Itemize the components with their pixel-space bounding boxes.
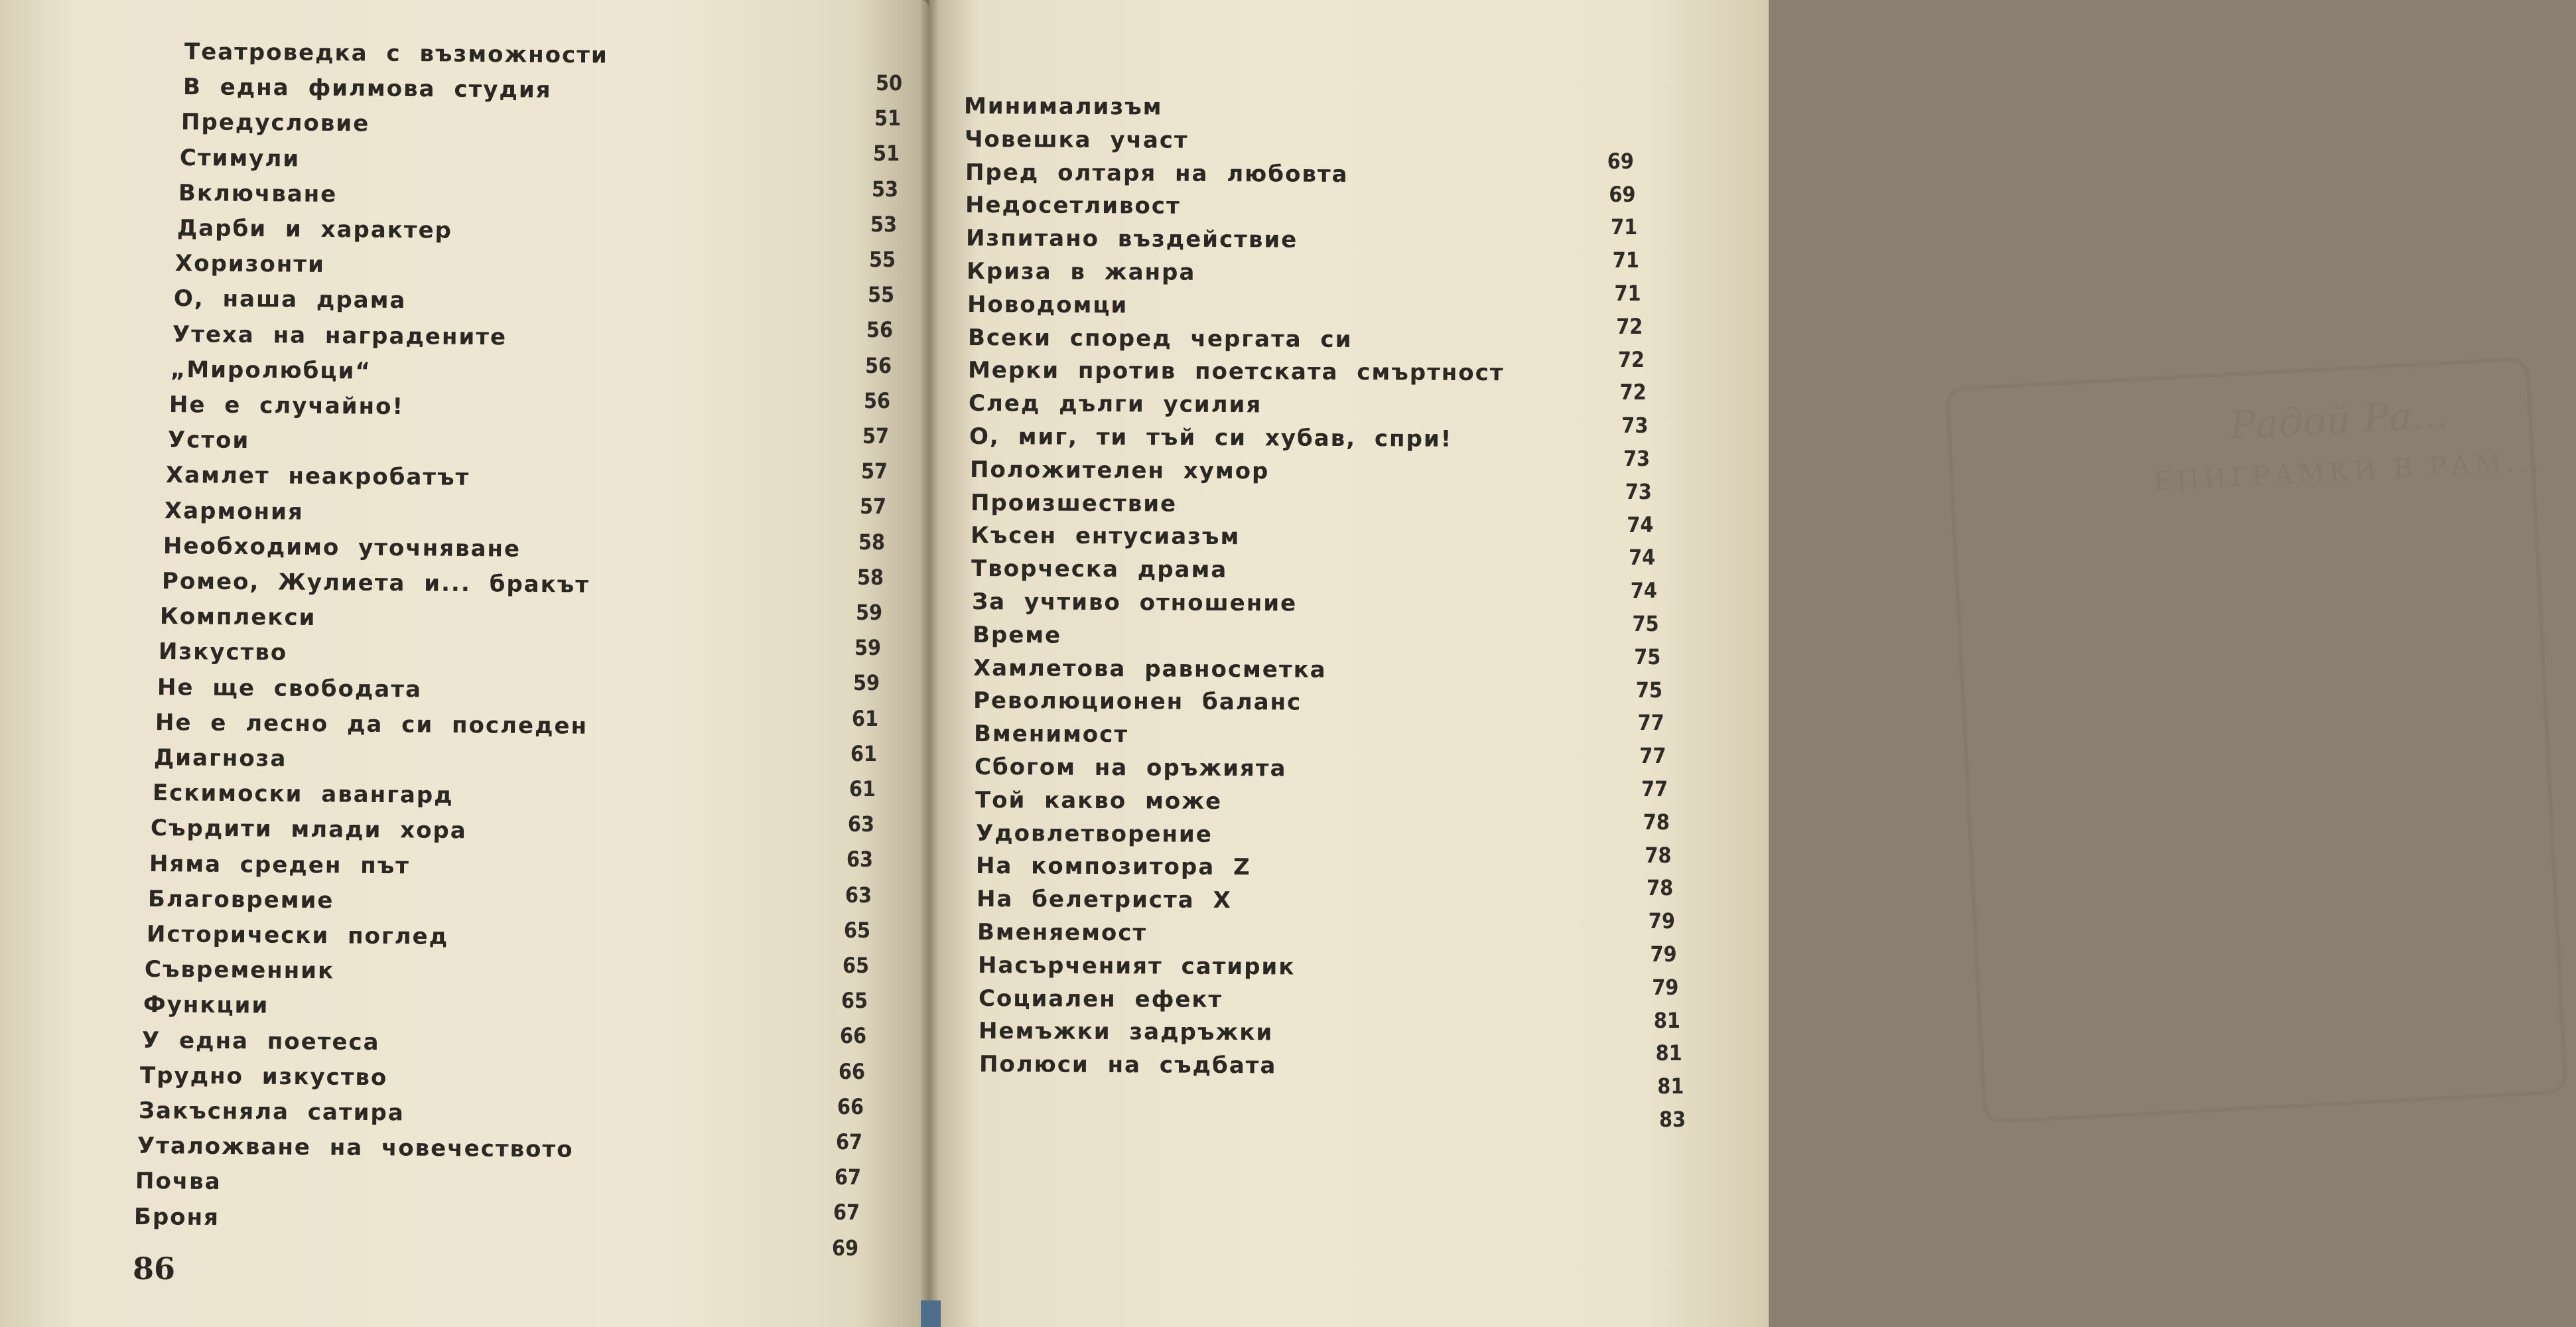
toc-entry-title: Утеха на наградените (172, 320, 507, 350)
toc-entry-page-number: 77 (1641, 776, 1668, 802)
toc-entry-page-number: 79 (1648, 908, 1675, 934)
toc-entry-page-number: 67 (835, 1164, 862, 1190)
toc-entry-page-number: 63 (848, 811, 875, 837)
toc-entry-title: Няма среден път (149, 850, 411, 880)
toc-entry-page-number: 65 (844, 917, 871, 943)
toc-entry-title: Не ще свободата (157, 673, 422, 703)
toc-entry-title: Включване (178, 179, 338, 208)
book-spine-edge (921, 1300, 941, 1327)
toc-entry-page-number: 73 (1621, 413, 1649, 439)
toc-entry-title: Предусловие (181, 109, 370, 137)
toc-entry-page-number: 73 (1625, 478, 1652, 504)
toc-entry-page-number: 66 (837, 1093, 864, 1119)
toc-entry-page-number: 61 (849, 776, 876, 802)
toc-entry-page-number: 74 (1627, 512, 1654, 537)
toc-entry-title: Насърченият сатирик (977, 951, 1296, 981)
toc-entry-page-number: 63 (845, 882, 872, 908)
toc-entry-page-number: 77 (1639, 743, 1666, 769)
toc-entry-page-number: 72 (1619, 380, 1647, 405)
toc-entry-title: На композитора Z (976, 853, 1252, 881)
toc-entry-title: Броня (133, 1203, 220, 1231)
toc-entry-title: Трудно изкуство (140, 1062, 388, 1091)
toc-entry-page-number: 50 (876, 70, 903, 96)
toc-entry-title: Почва (135, 1168, 222, 1196)
left-page (0, 0, 929, 1327)
toc-entry-page-number: 61 (852, 705, 879, 731)
toc-entry-page-number: 57 (860, 494, 887, 520)
toc-entry-page-number: 75 (1632, 611, 1659, 636)
toc-entry-page-number: 83 (1659, 1107, 1686, 1132)
toc-entry-page-number: 81 (1657, 1074, 1684, 1099)
toc-entry-page-number: 53 (870, 211, 898, 237)
toc-entry-page-number: 55 (869, 247, 896, 272)
toc-entry-page-number: 66 (839, 1058, 866, 1084)
toc-entry-title: В една филмова студия (182, 74, 552, 104)
toc-entry-page-number: 75 (1635, 677, 1662, 703)
toc-entry-page-number: 78 (1645, 842, 1672, 868)
toc-entry (929, 1084, 1769, 1132)
toc-entry-title: Хамлетова равносметка (973, 654, 1327, 683)
toc-entry-title: Всеки според чергата си (967, 324, 1353, 353)
toc-entry-title: Функции (143, 991, 269, 1020)
toc-entry-title: След дълги усилия (969, 390, 1262, 419)
toc-entry-title: Произшествие (970, 489, 1177, 518)
toc-entry-title: Хоризонти (175, 250, 326, 279)
toc-entry-page-number: 73 (1623, 446, 1651, 471)
stamp-line-2: ЕПИГРАМКИ В РАМ... (2152, 446, 2544, 498)
toc-entry-title: Исторически поглед (146, 921, 448, 950)
toc-entry-title: „Миролюбци“ (170, 356, 372, 385)
toc-entry-page-number: 51 (874, 105, 902, 131)
toc-entry-page-number: 79 (1650, 942, 1677, 967)
toc-entry-page-number: 81 (1655, 1040, 1682, 1066)
toc-entry-title: За учтиво отношение (971, 589, 1298, 617)
toc-entry-title: Благовремие (147, 885, 334, 914)
toc-entry-title: Изпитано въздействие (966, 225, 1298, 253)
toc-entry-title: Полюси на съдбата (979, 1051, 1277, 1080)
toc-entry-page-number: 51 (873, 141, 900, 167)
toc-entry-title: Уталожване на човечеството (137, 1133, 574, 1163)
toc-entry-title: О, наша драма (173, 285, 407, 314)
toc-entry-title: Театроведка с възможности (184, 38, 608, 69)
toc-entry-page-number: 71 (1611, 214, 1638, 240)
toc-entry-title: Човешка участ (964, 125, 1189, 154)
toc-entry-title: Немъжки задръжки (979, 1018, 1274, 1046)
toc-entry-title: Той какво може (975, 786, 1222, 815)
toc-entry-title: Дарби и характер (176, 215, 452, 244)
toc-entry-title: Вменяемост (977, 919, 1148, 947)
toc-entry-title: Късен ентусиазъм (971, 522, 1241, 551)
toc-entry-page-number: 63 (847, 847, 874, 873)
toc-entry-title: Диагноза (153, 744, 287, 772)
toc-entry-page-number: 69 (832, 1235, 859, 1261)
toc-entry-title: Съвременник (145, 956, 335, 985)
toc-entry-page-number: 65 (843, 953, 870, 978)
toc-entry-title: Необходимо уточняване (163, 532, 521, 563)
toc-entry-page-number: 59 (853, 670, 880, 696)
toc-entry-title: Сбогом на оръжията (974, 754, 1287, 782)
toc-entry-title: Комплекси (160, 603, 316, 632)
toc-entry-page-number: 72 (1617, 346, 1645, 372)
book-gutter (921, 0, 938, 1327)
toc-entry-page-number: 72 (1616, 313, 1643, 339)
toc-entry (929, 93, 1769, 129)
toc-entry-page-number: 69 (1607, 148, 1634, 174)
toc-entry-page-number: 58 (857, 564, 884, 590)
toc-entry-page-number: 69 (1609, 181, 1636, 207)
toc-entry-title: Удовлетворение (975, 819, 1213, 848)
toc-entry-page-number: 71 (1612, 247, 1639, 273)
toc-entry-title: У една поетеса (141, 1026, 380, 1056)
stamp-line-1: Радой Ра... (2228, 391, 2450, 449)
toc-entry-title: Положителен хумор (969, 456, 1270, 485)
toc-entry-title: Ескимоски авангард (152, 780, 454, 809)
toc-entry-page-number: 59 (856, 600, 883, 625)
toc-entry-page-number: 77 (1637, 710, 1664, 736)
toc-entry-title: Изкуство (158, 638, 288, 667)
toc-entry-page-number: 78 (1647, 875, 1674, 901)
toc-entry-title: Устои (167, 427, 250, 454)
toc-entry-page-number: 53 (872, 176, 899, 202)
toc-entry-title: Социален ефект (978, 985, 1223, 1013)
toc-entry-title: На белетриста X (977, 886, 1233, 914)
toc-entry (0, 1203, 929, 1261)
toc-entry-title: Вменимост (974, 721, 1129, 748)
faded-imprint-stamp (1945, 357, 2568, 1125)
toc-entry-page-number: 65 (841, 988, 868, 1014)
right-page (929, 0, 2544, 1327)
toc-entry-title: Хамлет неакробатът (166, 462, 470, 492)
toc-entry-page-number: 56 (864, 387, 891, 413)
toc-entry-page-number: 56 (866, 317, 894, 343)
toc-entry-page-number: 66 (840, 1023, 867, 1049)
toc-entry (929, 1051, 1769, 1099)
toc-entry-title: Стимули (179, 144, 301, 173)
toc-entry-title: Сърдити млади хора (151, 815, 468, 845)
toc-entry-page-number: 74 (1629, 545, 1656, 571)
toc-entry-page-number: 55 (868, 282, 895, 308)
toc-entry-title: Не е лесно да си последен (155, 709, 588, 740)
toc-entry-page-number: 75 (1634, 644, 1661, 669)
toc-entry-title: Революционен баланс (973, 687, 1302, 716)
toc-entry-page-number: 59 (854, 635, 882, 661)
toc-entry-page-number: 79 (1652, 974, 1679, 1000)
toc-entry-title: Хармония (164, 497, 305, 525)
toc-entry-title: Недосетливост (965, 192, 1182, 220)
toc-entry-page-number: 74 (1630, 578, 1657, 604)
toc-entry-title: О, миг, ти тъй си хубав, спри! (969, 423, 1453, 453)
toc-entry-title: Новодомци (967, 291, 1128, 319)
toc-entry-page-number: 67 (833, 1200, 860, 1225)
toc-entry-page-number: 67 (836, 1129, 863, 1154)
toc-entry-page-number: 61 (850, 740, 878, 766)
toc-entry-title: Криза в жанра (966, 258, 1196, 286)
toc-entry-title: Творческа драма (971, 555, 1228, 584)
toc-entry-title: Време (972, 621, 1062, 649)
toc-entry-page-number: 56 (865, 352, 892, 378)
toc-entry-page-number: 57 (862, 423, 890, 449)
toc-entry-title: Закъсняла сатира (138, 1097, 405, 1127)
toc-entry-title: Пред олтаря на любовта (965, 159, 1349, 188)
toc-entry-page-number: 81 (1653, 1007, 1680, 1033)
toc-entry-page-number: 58 (858, 529, 886, 555)
toc-entry-page-number: 78 (1643, 809, 1670, 835)
toc-entry-title: Мерки против поетската смъртност (968, 357, 1505, 387)
toc-entry-title: Минимализъм (963, 93, 1163, 121)
toc-entry-page-number: 71 (1614, 281, 1641, 306)
toc-entry-title: Не е случайно! (169, 391, 405, 421)
page-folio: 86 (133, 1251, 176, 1287)
toc-entry-page-number: 57 (861, 458, 888, 484)
toc-entry-title: Ромео, Жулиета и... бракът (161, 568, 590, 598)
